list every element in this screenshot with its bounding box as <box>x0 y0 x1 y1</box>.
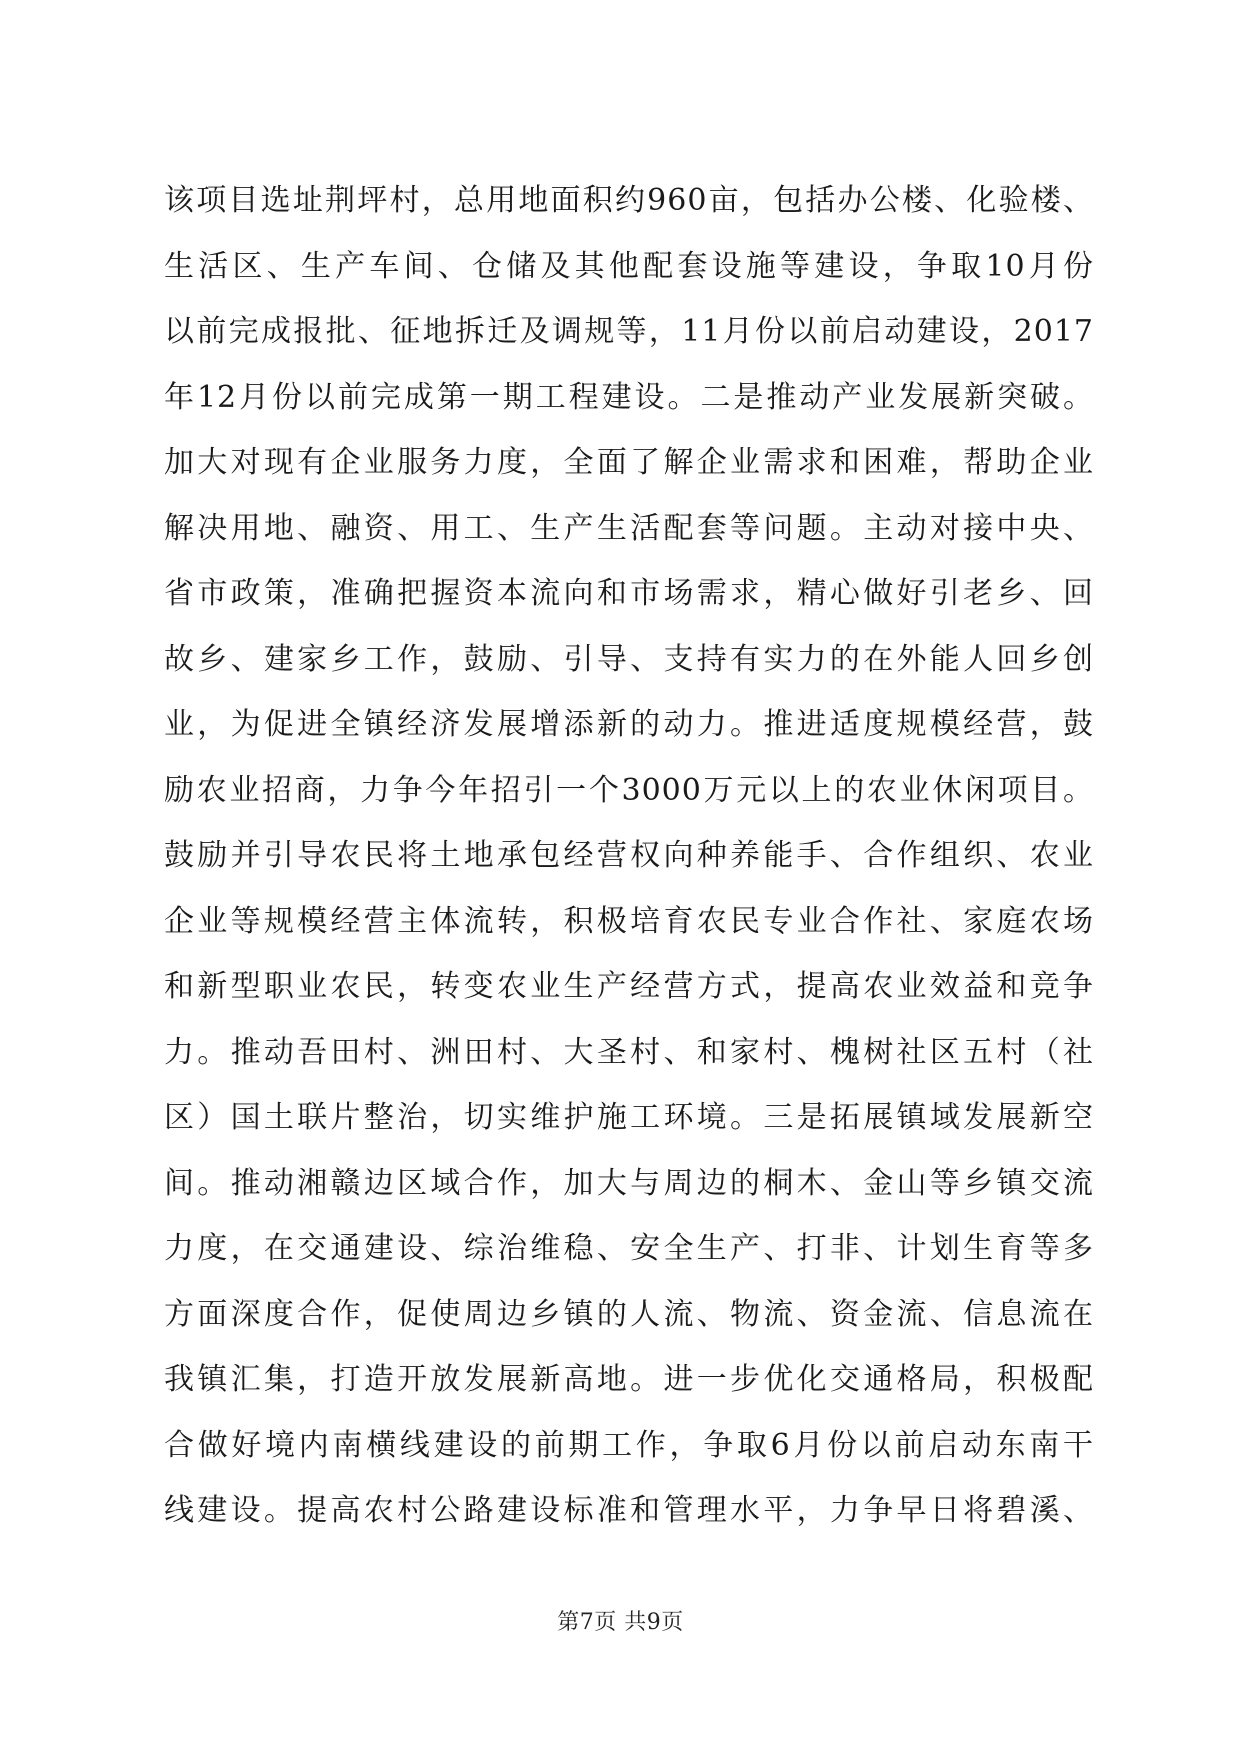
text-line: 以前完成报批、征地拆迁及调规等，11月份以前启动建设，2017 <box>164 314 1094 349</box>
text-line: 鼓励并引导农民将土地承包经营权向种养能手、合作组织、农业 <box>164 838 1094 873</box>
text-line: 区）国土联片整治，切实维护施工环境。三是拓展镇域发展新空 <box>164 1100 1094 1135</box>
text-line: 间。推动湘赣边区域合作，加大与周边的桐木、金山等乡镇交流 <box>164 1165 1094 1201</box>
text-line: 线建设。提高农村公路建设标准和管理水平，力争早日将碧溪、 <box>164 1493 1094 1528</box>
body-paragraph <box>164 168 1094 1544</box>
text-line: 企业等规模经营主体流转，积极培育农民专业合作社、家庭农场 <box>164 903 1094 939</box>
text-line: 合做好境内南横线建设的前期工作，争取6月份以前启动东南干 <box>164 1427 1094 1463</box>
text-line: 省市政策，准确把握资本流向和市场需求，精心做好引老乡、回 <box>164 576 1094 611</box>
text-line: 年12月份以前完成第一期工程建设。二是推动产业发展新突破。 <box>164 379 1094 415</box>
text-line: 加大对现有企业服务力度，全面了解企业需求和困难，帮助企业 <box>164 445 1094 480</box>
text-line: 和新型职业农民，转变农业生产经营方式，提高农业效益和竞争 <box>164 969 1094 1004</box>
text-line: 力度，在交通建设、综治维稳、安全生产、打非、计划生育等多 <box>164 1231 1094 1266</box>
text-line: 励农业招商，力争今年招引一个3000万元以上的农业休闲项目。 <box>164 772 1094 808</box>
page-number-footer: 第7页 共9页 <box>557 1610 684 1635</box>
text-line: 方面深度合作，促使周边乡镇的人流、物流、资金流、信息流在 <box>164 1296 1094 1332</box>
text-line: 该项目选址荆坪村，总用地面积约960亩，包括办公楼、化验楼、 <box>164 183 1094 218</box>
text-line: 业，为促进全镇经济发展增添新的动力。推进适度规模经营，鼓 <box>164 707 1094 742</box>
text-line: 力。推动吾田村、洲田村、大圣村、和家村、槐树社区五村（社 <box>164 1034 1094 1070</box>
text-line: 解决用地、融资、用工、生产生活配套等问题。主动对接中央、 <box>164 510 1094 546</box>
text-line: 生活区、生产车间、仓储及其他配套设施等建设，争取10月份 <box>164 248 1094 284</box>
text-line: 我镇汇集，打造开放发展新高地。进一步优化交通格局，积极配 <box>164 1362 1094 1397</box>
text-line: 故乡、建家乡工作，鼓励、引导、支持有实力的在外能人回乡创 <box>164 641 1094 677</box>
